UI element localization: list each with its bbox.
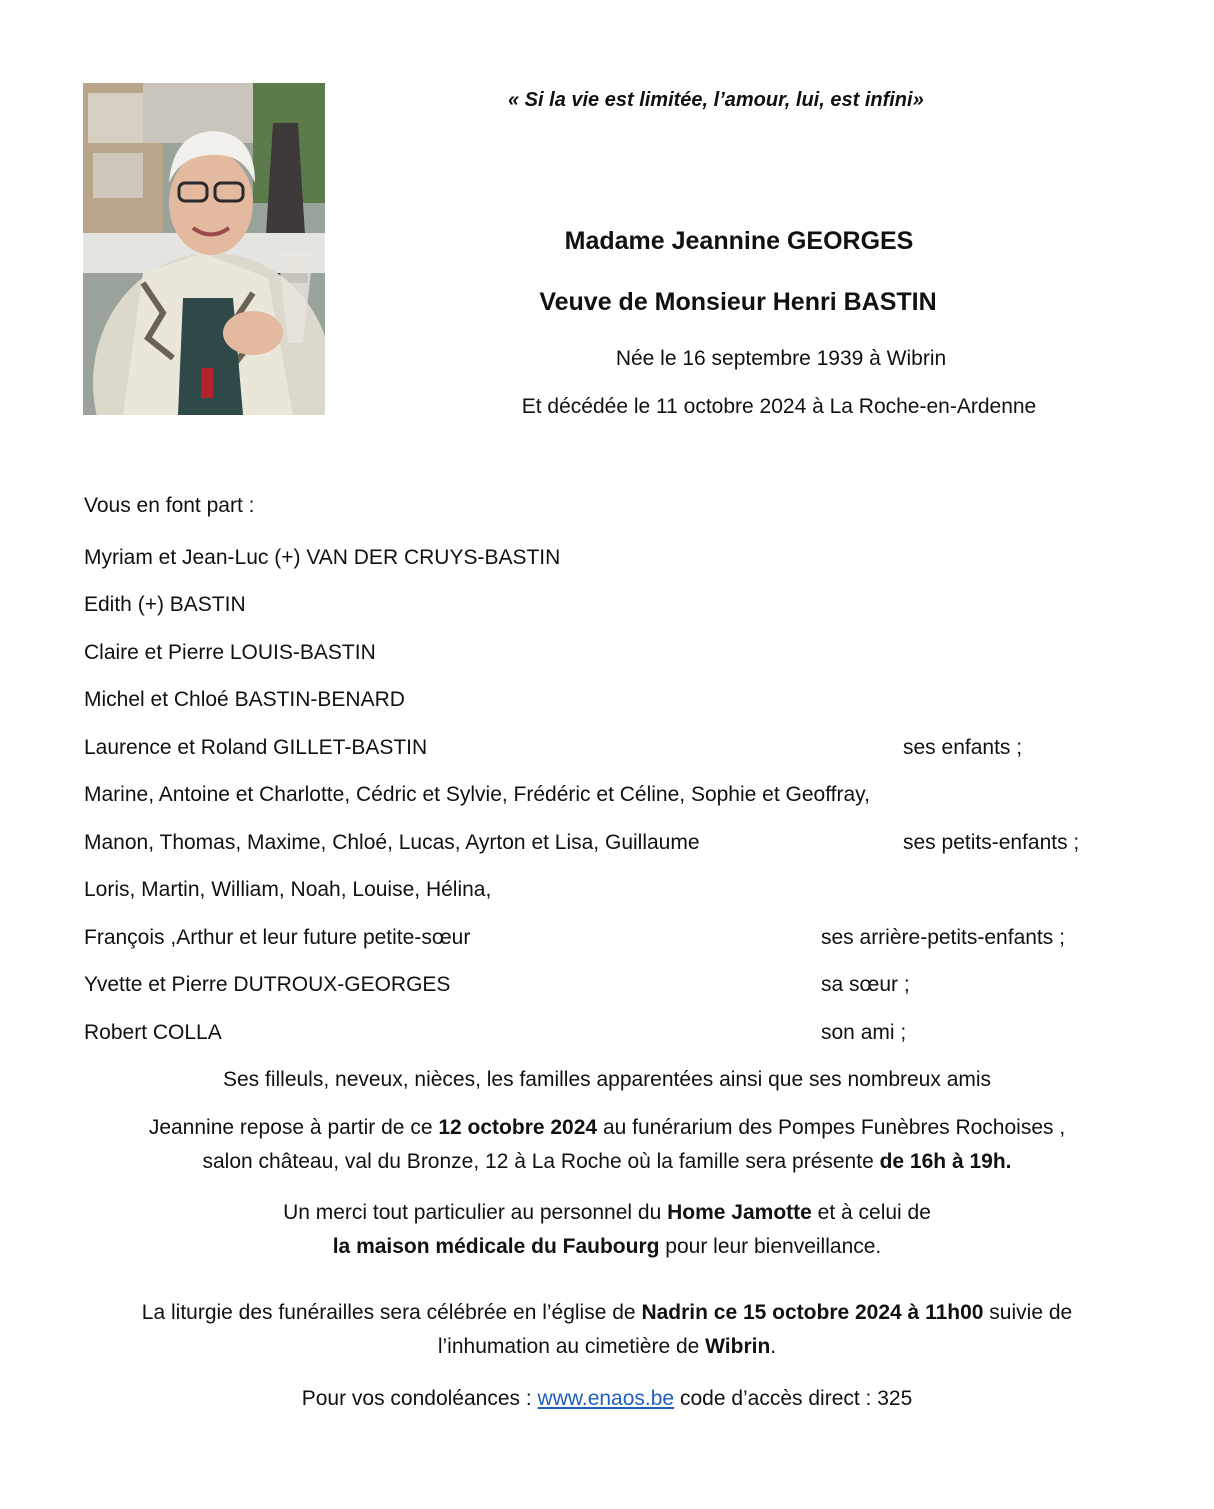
liturgy-line-2	[0, 1334, 1214, 1359]
family-members: François ,Arthur et leur future petite-sœur	[84, 926, 471, 949]
repose-line-1	[0, 1115, 1214, 1140]
family-row	[0, 545, 1214, 571]
family-row	[0, 735, 1214, 761]
thanks-medical-house: la maison médicale du Faubourg	[332, 1235, 660, 1258]
widow-of: Veuve de Monsieur Henri BASTIN	[539, 288, 937, 316]
family-row	[0, 972, 1214, 998]
repose-text: Jeannine repose à partir de ce	[148, 1116, 439, 1139]
thanks-line-1	[0, 1200, 1214, 1225]
liturgy-text: l’inhumation au cimetière de	[437, 1335, 706, 1358]
family-row	[0, 830, 1214, 856]
thanks-text: pour leur bienveillance.	[659, 1235, 882, 1258]
burial-place: Wibrin	[705, 1335, 771, 1358]
family-relation: ses petits-enfants ;	[903, 831, 1080, 854]
family-row	[0, 1020, 1214, 1046]
deceased-name: Madame Jeannine GEORGES	[564, 227, 914, 255]
thanks-home: Home Jamotte	[667, 1201, 812, 1224]
family-members: Loris, Martin, William, Noah, Louise, Hélina,	[84, 878, 492, 901]
liturgy-text: .	[770, 1335, 777, 1358]
access-code: code d’accès direct : 325	[674, 1387, 913, 1410]
family-members: Robert COLLA	[84, 1021, 222, 1044]
repose-line-2	[0, 1149, 1214, 1174]
announcement-intro: Vous en font part :	[84, 494, 255, 517]
condolences-link[interactable]: www.enaos.be	[537, 1387, 675, 1410]
family-members: Manon, Thomas, Maxime, Chloé, Lucas, Ayrton et Lisa, Guillaume	[84, 831, 700, 854]
other-relatives: Ses filleuls, neveux, nièces, les familles apparentées ainsi que ses nombreux amis	[222, 1068, 992, 1091]
family-row	[0, 640, 1214, 666]
family-members: Marine, Antoine et Charlotte, Cédric et Sylvie, Frédéric et Céline, Sophie et Geoffray,	[84, 783, 870, 806]
repose-text: au funérarium des Pompes Funèbres Rochoises ,	[597, 1116, 1066, 1139]
family-relation: ses arrière-petits-enfants ;	[821, 926, 1065, 949]
family-row	[0, 592, 1214, 618]
family-relation: sa sœur ;	[821, 973, 910, 996]
liturgy-text: La liturgie des funérailles sera célébrée en l’église de	[141, 1301, 642, 1324]
family-members: Myriam et Jean-Luc (+) VAN DER CRUYS-BASTIN	[84, 546, 561, 569]
family-row	[0, 782, 1214, 808]
family-members: Michel et Chloé BASTIN-BENARD	[84, 688, 405, 711]
family-members: Yvette et Pierre DUTROUX-GEORGES	[84, 973, 451, 996]
thanks-text: Un merci tout particulier au personnel du	[283, 1201, 668, 1224]
death-line: Et décédée le 11 octobre 2024 à La Roche-en-Ardenne	[521, 395, 1037, 418]
repose-text: salon château, val du Bronze, 12 à La Roche où la famille sera présente	[202, 1150, 880, 1173]
family-row	[0, 877, 1214, 903]
family-row	[0, 925, 1214, 951]
liturgy-place-date: Nadrin ce 15 octobre 2024 à 11h00	[641, 1301, 984, 1324]
liturgy-line-1	[0, 1300, 1214, 1325]
family-members: Claire et Pierre LOUIS-BASTIN	[84, 641, 376, 664]
family-row	[0, 687, 1214, 713]
family-members: Edith (+) BASTIN	[84, 593, 246, 616]
birth-line: Née le 16 septembre 1939 à Wibrin	[615, 347, 947, 370]
condolences-line	[0, 1386, 1214, 1411]
family-members: Laurence et Roland GILLET-BASTIN	[84, 736, 428, 759]
repose-hours: de 16h à 19h.	[879, 1150, 1012, 1173]
epitaph-quote: « Si la vie est limitée, l’amour, lui, est infini»	[508, 89, 924, 111]
family-relation: son ami ;	[821, 1021, 907, 1044]
repose-date: 12 octobre 2024	[438, 1116, 598, 1139]
thanks-text: et à celui de	[811, 1201, 931, 1224]
thanks-line-2	[0, 1234, 1214, 1259]
condolences-label: Pour vos condoléances :	[301, 1387, 538, 1410]
family-relation: ses enfants ;	[903, 736, 1023, 759]
liturgy-text: suivie de	[983, 1301, 1073, 1324]
